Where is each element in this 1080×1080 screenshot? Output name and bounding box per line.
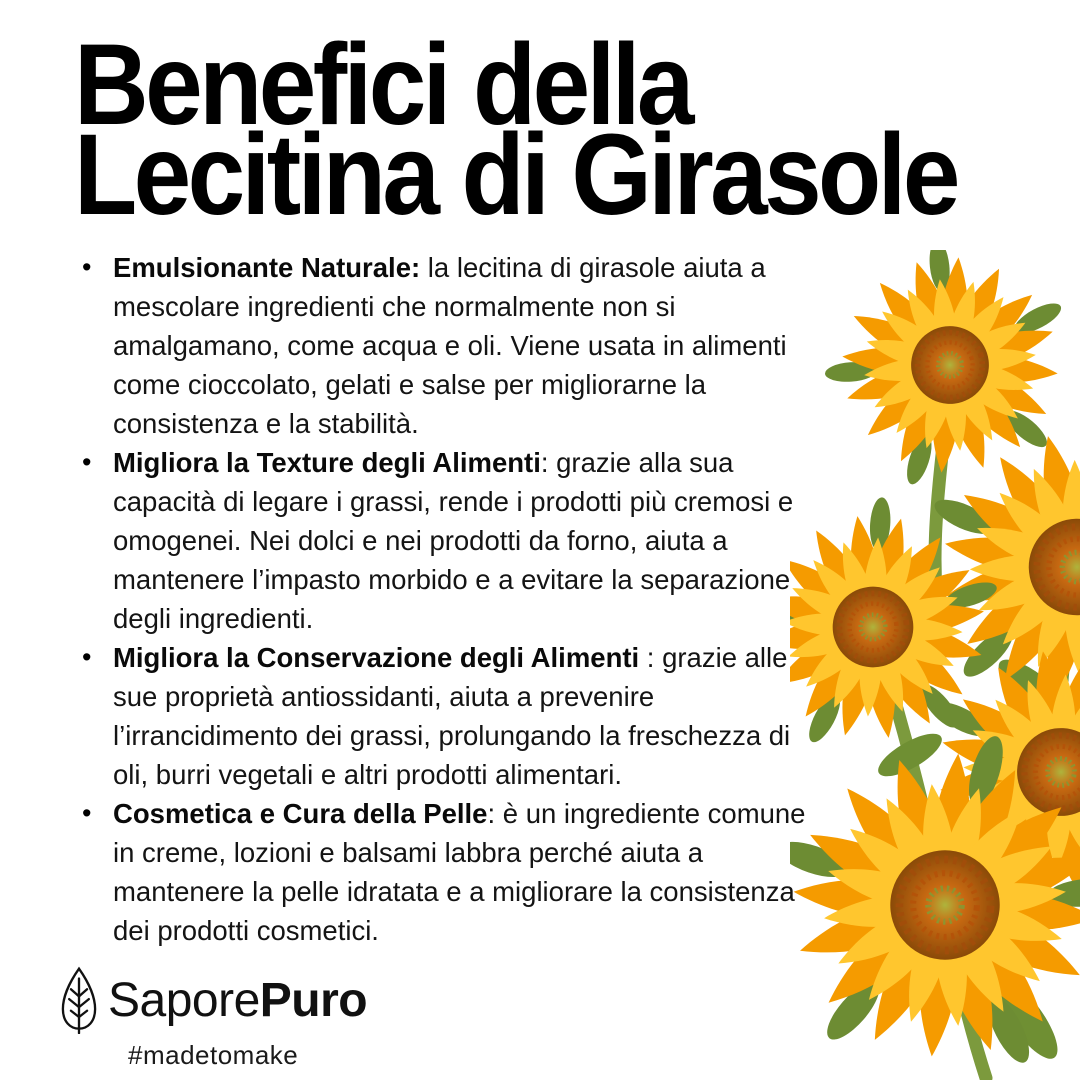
benefit-lead: Cosmetica e Cura della Pelle (113, 798, 488, 829)
benefit-text: : grazie alla sua capacità di legare i grassi, rende i prodotti più cremosi e omogenei. Nei dolci e nei prodotti da forno, aiuta a mantenere l’impasto morbido e a evitare la separazione degli ingredienti. (113, 447, 794, 634)
page-title (74, 21, 957, 239)
bullet-marker: • (82, 642, 92, 672)
list-item (80, 443, 818, 638)
list-item (80, 638, 818, 794)
benefit-lead: Emulsionante Naturale: (113, 252, 421, 283)
brand-footer (58, 966, 367, 1071)
brand-name (108, 973, 367, 1028)
bullet-marker: • (82, 447, 92, 477)
sunflowers-illustration (790, 250, 1080, 1080)
leaf-icon (58, 966, 100, 1034)
benefit-lead: Migliora la Conservazione degli Alimenti (113, 642, 640, 673)
benefits-list (80, 248, 818, 950)
brand-name-regular: Sapore (108, 973, 260, 1027)
bullet-marker: • (82, 252, 92, 282)
benefit-text: : è un ingrediente comune in creme, lozioni e balsami labbra perché aiuta a mantenere la pelle idratata e a migliorare la consistenza dei prodotti cosmetici. (113, 798, 806, 946)
benefit-text: : grazie alle sue proprietà antiossidanti, aiuta a prevenire l’irrancidimento dei grassi, prolungando la freschezza di oli, burri vegetali e altri prodotti alimentari. (113, 642, 791, 790)
bullet-marker: • (82, 798, 92, 828)
brand-name-bold: Puro (259, 973, 368, 1027)
list-item (80, 248, 818, 443)
title-line-2: Lecitina di Girasole (74, 111, 957, 239)
benefit-text: la lecitina di girasole aiuta a mescolare ingredienti che normalmente non si amalgamano, come acqua e oli. Viene usata in alimenti come cioccolato, gelati e salse per migliorarne la consistenza e la stabilità. (113, 252, 787, 439)
list-item (80, 794, 818, 950)
title-line-1: Benefici della (74, 21, 691, 149)
brand-hashtag: #madetomake (128, 1040, 299, 1070)
benefit-lead: Migliora la Texture degli Alimenti (113, 447, 541, 478)
